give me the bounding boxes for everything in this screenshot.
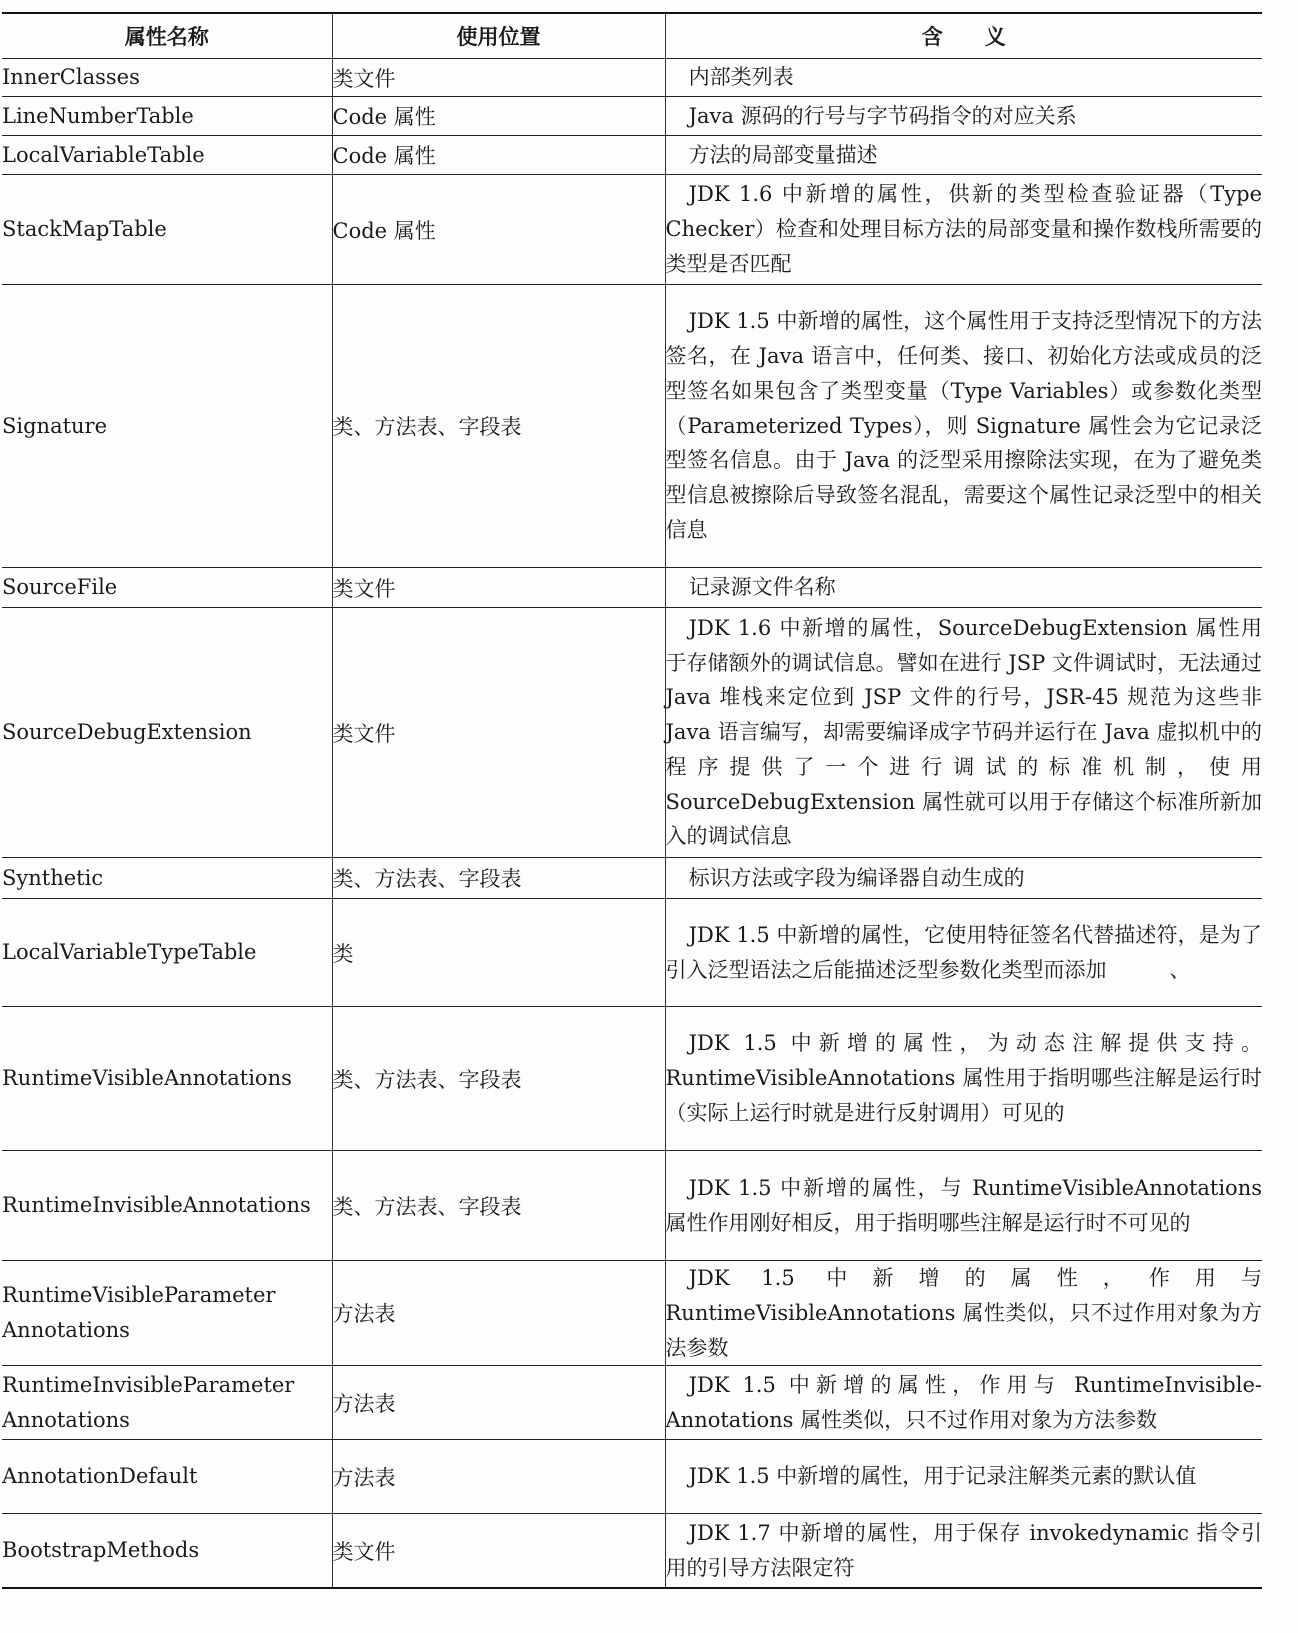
attribute-name-cell: LineNumberTable — [2, 97, 332, 136]
attribute-name-cell: Synthetic — [2, 858, 332, 899]
usage-location-cell: 类文件 — [332, 608, 665, 858]
meaning-text: 记录源文件名称 — [688, 575, 836, 600]
table-row — [2, 285, 1262, 568]
usage-location-cell: 类 — [332, 899, 665, 1007]
usage-location-cell: 类文件 — [332, 568, 665, 608]
usage-location-cell: Code 属性 — [332, 136, 665, 175]
attribute-name-cell: InnerClasses — [2, 59, 332, 97]
meaning-text: JDK 1.5 中新增的属性，它使用特征签名代替描述符，是为了引入泛型语法之后能描述泛型参数化类型而添加 、 — [665, 922, 1262, 982]
meaning-text: JDK 1.6 中新增的属性，SourceDebugExtension 属性用于存储额外的调试信息。譬如在进行 JSP 文件调试时，无法通过 Java 堆栈来定位到 JSP 文件的行号，JSR-45 规范为这些非 Java 语言编写，却需要编译成字节码并运行在 Java 虚拟机中的程序提供了一个进行调试的标准机制，使用 SourceDebugExtension 属性就可以用于存储这个标准所新加入的调试信息 — [665, 615, 1262, 849]
meaning-text: JDK 1.5 中新增的属性，这个属性用于支持泛型情况下的方法签名，在 Java 语言中，任何类、接口、初始化方法或成员的泛型签名如果包含了类型变量（Type Variables）或参数化类型（Parameterized Types），则 Signature 属性会为它记录泛型签名信息。由于 Java 的泛型采用擦除法实现，在为了避免类型信息被擦除后导致签名混乱，需要这个属性记录泛型中的相关信息 — [665, 309, 1262, 542]
meaning-text: JDK 1.5 中新增的属性，与 RuntimeVisibleAnnotations 属性作用刚好相反，用于指明哪些注解是运行时不可见的 — [665, 1175, 1262, 1235]
table-row — [2, 136, 1262, 175]
attribute-name-cell: LocalVariableTypeTable — [2, 899, 332, 1007]
usage-location-cell: 方法表 — [332, 1261, 665, 1366]
meaning-cell — [665, 1440, 1262, 1514]
meaning-text: JDK 1.7 中新增的属性，用于保存 invokedynamic 指令引用的引导方法限定符 — [665, 1520, 1262, 1580]
class-attribute-table — [2, 12, 1262, 1589]
usage-location-cell: 类、方法表、字段表 — [332, 1007, 665, 1151]
meaning-cell — [665, 97, 1262, 136]
attribute-name-cell: LocalVariableTable — [2, 136, 332, 175]
usage-location-cell: 类、方法表、字段表 — [332, 285, 665, 568]
meaning-text: 内部类列表 — [688, 65, 794, 90]
attribute-name-cell: RuntimeVisibleParameter Annotations — [2, 1261, 332, 1366]
meaning-cell — [665, 285, 1262, 568]
usage-location-cell: 类文件 — [332, 1514, 665, 1588]
attribute-name-cell: BootstrapMethods — [2, 1514, 332, 1588]
table-row — [2, 1151, 1262, 1261]
meaning-text: JDK 1.5 中新增的属性，用于记录注解类元素的默认值 — [688, 1464, 1197, 1489]
attribute-name-cell: Signature — [2, 285, 332, 568]
table-row — [2, 1261, 1262, 1366]
table-row — [2, 608, 1262, 858]
meaning-cell — [665, 608, 1262, 858]
header-attribute-name: 属性名称 — [2, 13, 332, 59]
table-row — [2, 97, 1262, 136]
usage-location-cell: Code 属性 — [332, 97, 665, 136]
table-row — [2, 1366, 1262, 1440]
table-row — [2, 59, 1262, 97]
meaning-cell — [665, 136, 1262, 175]
table-row — [2, 568, 1262, 608]
table-row — [2, 858, 1262, 899]
table-row — [2, 899, 1262, 1007]
meaning-cell — [665, 1151, 1262, 1261]
meaning-text: 标识方法或字段为编译器自动生成的 — [688, 865, 1025, 890]
table-header-row — [2, 13, 1262, 59]
meaning-cell — [665, 858, 1262, 899]
attribute-name-cell: RuntimeVisibleAnnotations — [2, 1007, 332, 1151]
meaning-cell — [665, 1366, 1262, 1440]
meaning-cell — [665, 175, 1262, 285]
attribute-name-cell: SourceFile — [2, 568, 332, 608]
header-usage-location: 使用位置 — [332, 13, 665, 59]
header-meaning: 含 义 — [665, 13, 1262, 59]
table-row — [2, 1007, 1262, 1151]
usage-location-cell: 类、方法表、字段表 — [332, 858, 665, 899]
meaning-text: JDK 1.6 中新增的属性，供新的类型检查验证器（Type Checker）检查和处理目标方法的局部变量和操作数栈所需要的类型是否匹配 — [665, 182, 1262, 276]
usage-location-cell: 类文件 — [332, 59, 665, 97]
usage-location-cell: 方法表 — [332, 1440, 665, 1514]
meaning-cell — [665, 1007, 1262, 1151]
meaning-cell — [665, 59, 1262, 97]
attribute-name-cell: AnnotationDefault — [2, 1440, 332, 1514]
meaning-cell — [665, 899, 1262, 1007]
usage-location-cell: Code 属性 — [332, 175, 665, 285]
meaning-text: JDK 1.5 中新增的属性，作用与 RuntimeInvisible-Annotations 属性类似，只不过作用对象为方法参数 — [665, 1373, 1262, 1432]
table-row — [2, 1440, 1262, 1514]
meaning-text: 方法的局部变量描述 — [688, 142, 878, 167]
attribute-name-cell: StackMapTable — [2, 175, 332, 285]
attribute-name-cell: RuntimeInvisibleAnnotations — [2, 1151, 332, 1261]
usage-location-cell: 类、方法表、字段表 — [332, 1151, 665, 1261]
usage-location-cell: 方法表 — [332, 1366, 665, 1440]
meaning-cell — [665, 1261, 1262, 1366]
meaning-cell — [665, 1514, 1262, 1588]
meaning-text: Java 源码的行号与字节码指令的对应关系 — [688, 103, 1077, 128]
table-row — [2, 175, 1262, 285]
meaning-text: JDK 1.5 中新增的属性，为动态注解提供支持。RuntimeVisibleAnnotations 属性用于指明哪些注解是运行时（实际上运行时就是进行反射调用）可见的 — [665, 1031, 1262, 1125]
table-row — [2, 1514, 1262, 1588]
attribute-name-cell: RuntimeInvisibleParameter Annotations — [2, 1366, 332, 1440]
attribute-name-cell: SourceDebugExtension — [2, 608, 332, 858]
meaning-cell — [665, 568, 1262, 608]
meaning-text: JDK 1.5 中新增的属性，作用与 RuntimeVisibleAnnotations 属性类似，只不过作用对象为方法参数 — [665, 1266, 1262, 1360]
